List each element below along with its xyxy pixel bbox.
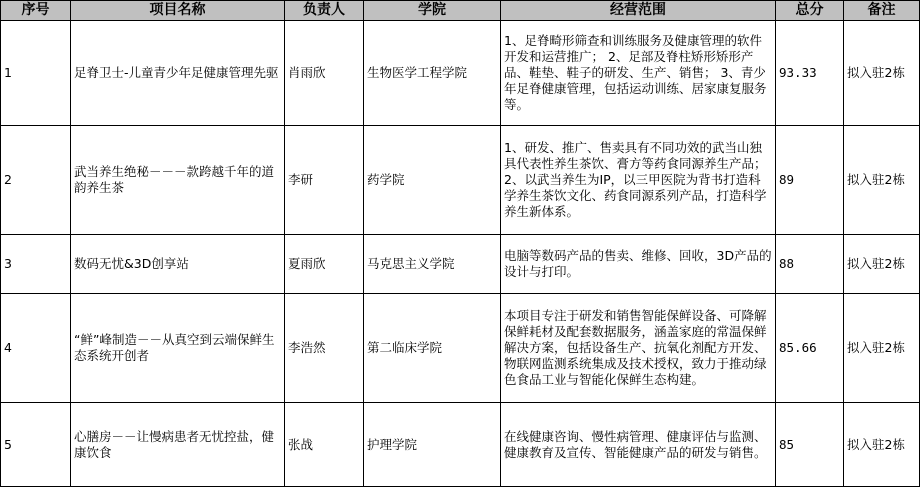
cell-note[interactable]: 拟入驻2栋 <box>844 294 920 403</box>
cell-score[interactable]: 85 <box>776 403 844 487</box>
cell-score[interactable]: 88 <box>776 235 844 294</box>
cell-scope[interactable]: 1、研发、推广、售卖具有不同功效的武当山独具代表性养生茶饮、膏方等药食同源养生产品；2、以武当养生为IP，以三甲医院为背书打造科学养生茶饮文化、药食同源系列产品，打造科学养生新体系。 <box>501 126 776 235</box>
header-score[interactable]: 总分 <box>776 1 844 21</box>
header-leader[interactable]: 负责人 <box>285 1 364 21</box>
cell-scope[interactable]: 1、足脊畸形筛查和训练服务及健康管理的软件开发和运营推广； 2、足部及脊柱矫形矫形产品、鞋垫、鞋子的研发、生产、销售； 3、青少年足脊健康管理，包括运动训练、居家康复服务等。 <box>501 21 776 126</box>
header-college[interactable]: 学院 <box>364 1 501 21</box>
cell-score[interactable]: 93.33 <box>776 21 844 126</box>
cell-leader[interactable]: 李浩然 <box>285 294 364 403</box>
cell-college[interactable]: 第二临床学院 <box>364 294 501 403</box>
cell-leader[interactable]: 肖雨欣 <box>285 21 364 126</box>
cell-project-name[interactable]: 武当养生绝秘－－－款跨越千年的道韵养生茶 <box>71 126 285 235</box>
cell-scope[interactable]: 本项目专注于研发和销售智能保鲜设备、可降解保鲜耗材及配套数据服务，涵盖家庭的常温保鲜解决方案，包括设备生产、抗氧化剂配方开发、物联网监测系统集成及技术授权，致力于推动绿色食品工业与智能化保鲜生态构建。 <box>501 294 776 403</box>
table-row <box>1 21 920 126</box>
cell-score[interactable]: 85.66 <box>776 294 844 403</box>
cell-no[interactable]: 4 <box>1 294 71 403</box>
cell-leader[interactable]: 夏雨欣 <box>285 235 364 294</box>
table-row <box>1 403 920 487</box>
cell-college[interactable]: 马克思主义学院 <box>364 235 501 294</box>
cell-no[interactable]: 2 <box>1 126 71 235</box>
cell-scope[interactable]: 电脑等数码产品的售卖、维修、回收，3D产品的设计与打印。 <box>501 235 776 294</box>
header-note[interactable]: 备注 <box>844 1 920 21</box>
cell-project-name[interactable]: “鲜”峰制造－－从真空到云端保鲜生态系统开创者 <box>71 294 285 403</box>
cell-note[interactable]: 拟入驻2栋 <box>844 235 920 294</box>
header-scope[interactable]: 经营范围 <box>501 1 776 21</box>
header-row <box>1 1 920 21</box>
cell-college[interactable]: 生物医学工程学院 <box>364 21 501 126</box>
cell-no[interactable]: 1 <box>1 21 71 126</box>
cell-score[interactable]: 89 <box>776 126 844 235</box>
header-no[interactable]: 序号 <box>1 1 71 21</box>
cell-college[interactable]: 药学院 <box>364 126 501 235</box>
cell-leader[interactable]: 李研 <box>285 126 364 235</box>
cell-no[interactable]: 5 <box>1 403 71 487</box>
table-header <box>1 1 920 21</box>
cell-no[interactable]: 3 <box>1 235 71 294</box>
table-row <box>1 294 920 403</box>
cell-note[interactable]: 拟入驻2栋 <box>844 21 920 126</box>
cell-scope[interactable]: 在线健康咨询、慢性病管理、健康评估与监测、健康教育及宣传、智能健康产品的研发与销售。 <box>501 403 776 487</box>
cell-project-name[interactable]: 足脊卫士-儿童青少年足健康管理先驱 <box>71 21 285 126</box>
cell-project-name[interactable]: 数码无忧&3D创享站 <box>71 235 285 294</box>
cell-note[interactable]: 拟入驻2栋 <box>844 403 920 487</box>
cell-project-name[interactable]: 心膳房－－让慢病患者无忧控盐，健康饮食 <box>71 403 285 487</box>
table-row <box>1 126 920 235</box>
table-row <box>1 235 920 294</box>
cell-note[interactable]: 拟入驻2栋 <box>844 126 920 235</box>
cell-college[interactable]: 护理学院 <box>364 403 501 487</box>
header-project-name[interactable]: 项目名称 <box>71 1 285 21</box>
cell-leader[interactable]: 张战 <box>285 403 364 487</box>
